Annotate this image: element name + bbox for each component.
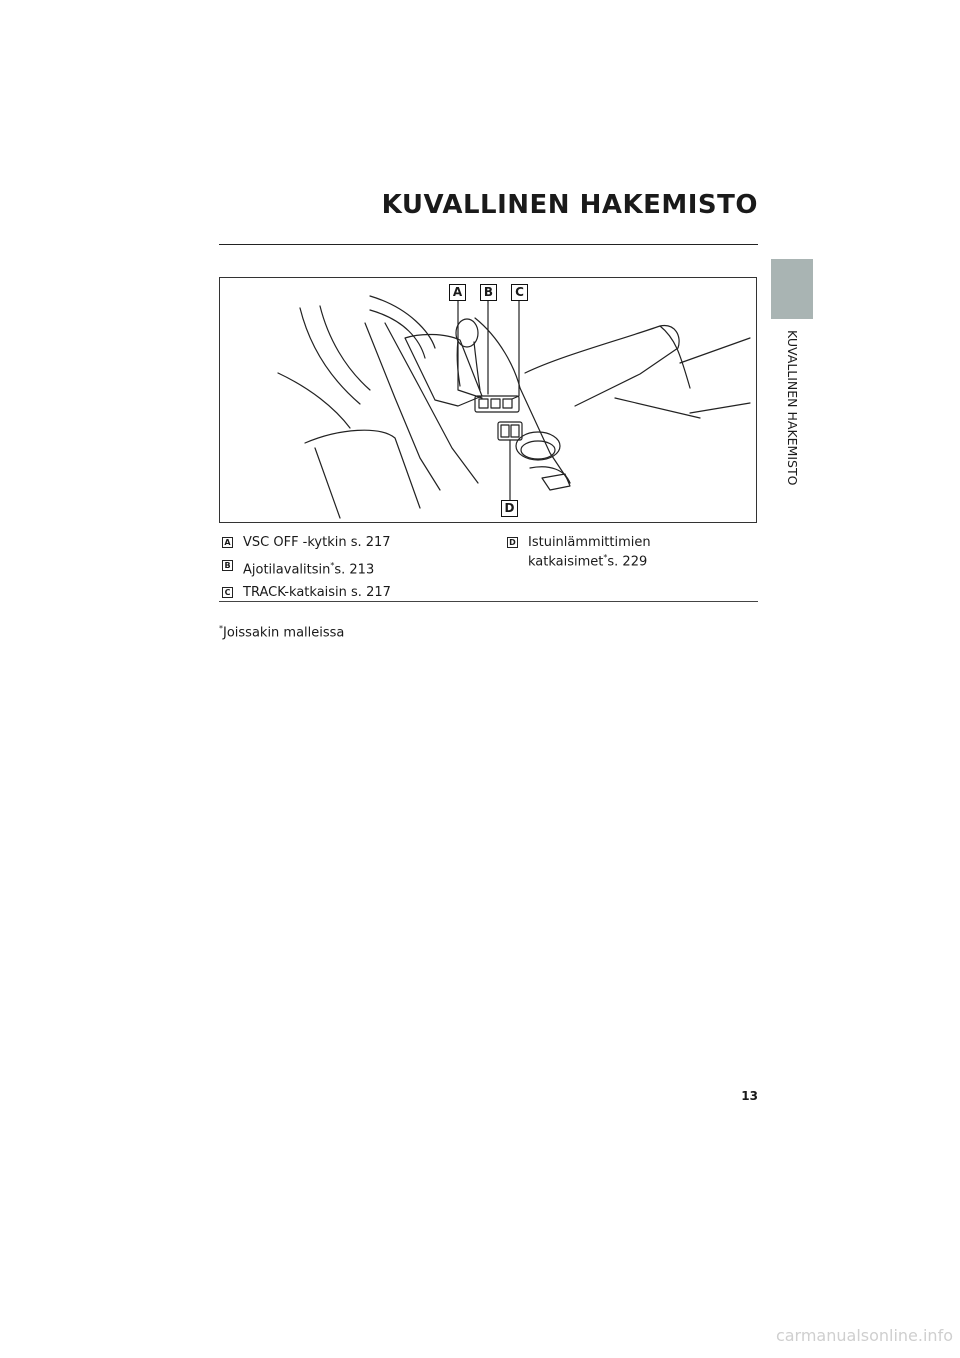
legend-item-b bbox=[222, 558, 391, 577]
watermark: carmanualsonline.info bbox=[775, 1326, 953, 1345]
callout-c: C bbox=[511, 284, 528, 301]
asterisk-marker: * bbox=[603, 553, 608, 562]
legend-ref-d: s. 229 bbox=[607, 554, 648, 570]
page-title: KUVALLINEN HAKEMISTO bbox=[381, 190, 758, 220]
footnote-text: Joissakin malleissa bbox=[223, 625, 345, 641]
legend-text-a: VSC OFF -kytkin s. 217 bbox=[243, 535, 391, 550]
legend-text-b: Ajotilavalitsin bbox=[243, 562, 331, 578]
legend-item-c bbox=[222, 585, 391, 600]
page-number: 13 bbox=[741, 1089, 758, 1103]
asterisk-marker: * bbox=[330, 561, 335, 570]
legend-item-a bbox=[222, 535, 391, 550]
footnote-marker: * bbox=[219, 624, 223, 633]
legend-item-d bbox=[507, 535, 651, 569]
legend-badge-d: D bbox=[507, 537, 518, 548]
chapter-tab bbox=[771, 259, 813, 319]
legend-badge-c: C bbox=[222, 587, 233, 598]
legend-right bbox=[507, 535, 651, 577]
legend-text-c: TRACK-katkaisin s. 217 bbox=[243, 585, 391, 601]
header-rule bbox=[219, 244, 758, 245]
legend-badge-a: A bbox=[222, 537, 233, 548]
console-line-drawing bbox=[220, 278, 757, 523]
legend-text-d-line2: katkaisimet bbox=[528, 554, 604, 570]
callout-d: D bbox=[501, 500, 518, 517]
legend-left bbox=[222, 535, 391, 608]
callout-b: B bbox=[480, 284, 497, 301]
center-console-illustration bbox=[219, 277, 757, 523]
callout-a: A bbox=[449, 284, 466, 301]
legend-rule bbox=[219, 601, 758, 602]
legend-badge-b: B bbox=[222, 560, 233, 571]
footnote bbox=[219, 624, 344, 640]
chapter-tab-label: KUVALLINEN HAKEMISTO bbox=[785, 330, 800, 486]
legend-text-d-line1: Istuinlämmittimien bbox=[528, 535, 651, 550]
legend-ref-b: s. 213 bbox=[334, 562, 375, 578]
